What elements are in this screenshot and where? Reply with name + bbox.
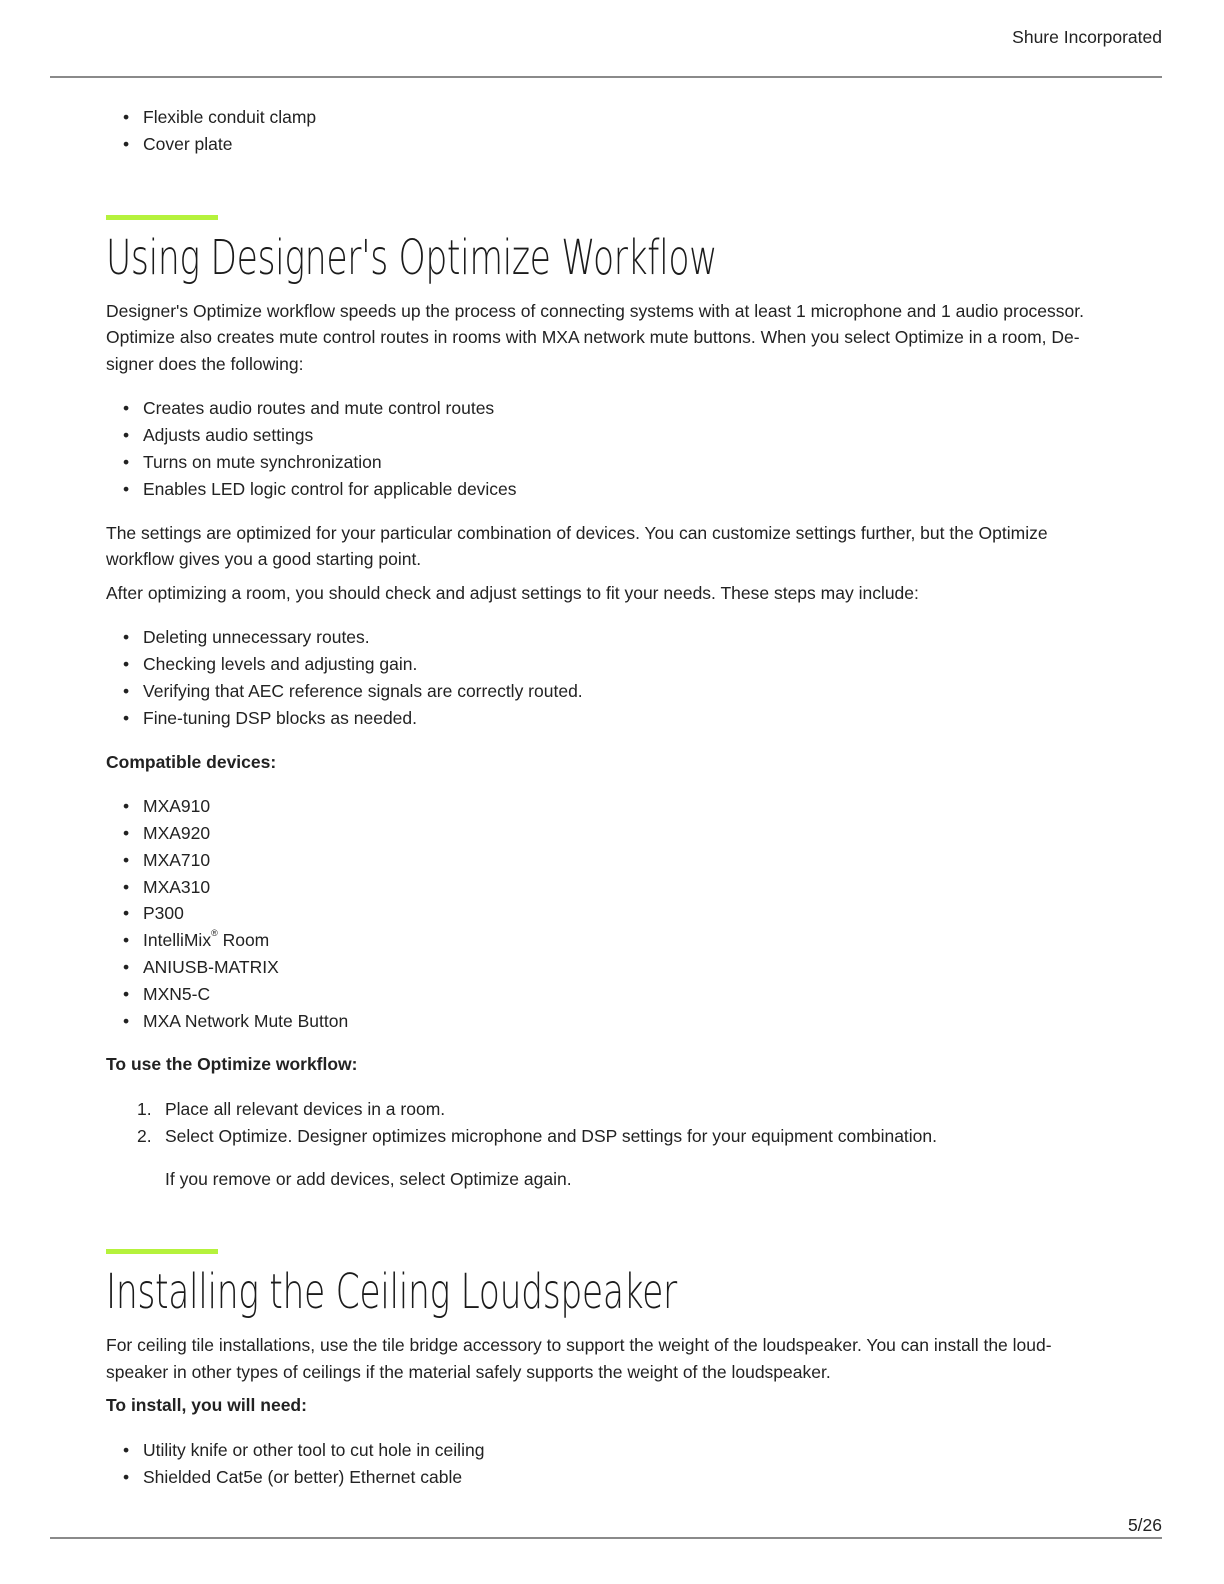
list-item: • MXN5-C (106, 981, 1106, 1008)
install-needs-list (106, 1437, 1106, 1491)
paragraph: Designer's Optimize workflow speeds up the process of connecting systems with at least 1 microphone and 1 audio processor. Optimize also creates mute control routes in rooms with MXA network mute buttons. When you select Optimize in a room, Designer does the following: (106, 300, 1085, 374)
footer-rule (50, 1537, 1162, 1539)
list-item (106, 927, 1106, 954)
step-number: 2. (137, 1125, 152, 1146)
paragraph: The settings are optimized for your particular combination of devices. You can customize settings further, but the Optimize workflow gives you a good starting point. (106, 522, 1048, 570)
page-number: 5/26 (1127, 1515, 1162, 1535)
page-content (106, 104, 1106, 1490)
intro-list (106, 104, 1106, 158)
list-item: • ANIUSB-MATRIX (106, 954, 1106, 981)
list-item: • MXA910 (106, 793, 1106, 820)
step-text: Place all relevant devices in a room. (165, 1098, 446, 1119)
list-item: • Cover plate (106, 131, 1106, 158)
list-item: • Verifying that AEC reference signals are correctly routed. (106, 678, 1106, 705)
section-title-loudspeaker: Installing the Ceiling Loudspeaker (106, 1264, 677, 1321)
list-item: • Adjusts audio settings (106, 422, 1106, 449)
list-item: • Creates audio routes and mute control routes (106, 395, 1106, 422)
step-item (106, 1123, 1106, 1150)
list-item: • MXA710 (106, 847, 1106, 874)
step-text: Select Optimize. Designer optimizes microphone and DSP settings for your equipment combination. (165, 1125, 937, 1146)
use-optimize-steps (106, 1096, 1106, 1150)
paragraph: After optimizing a room, you should check and adjust settings to fit your needs. These steps may include: (106, 582, 919, 603)
compatible-devices-list (106, 793, 1106, 1034)
intellimix-name: IntelliMix (143, 930, 212, 951)
section-title-optimize: Using Designer's Optimize Workflow (106, 229, 718, 286)
section-accent-bar (106, 1249, 218, 1254)
list-item: • P300 (106, 900, 1106, 927)
list-item: • MXA920 (106, 820, 1106, 847)
list-item: • Shielded Cat5e (or better) Ethernet cable (106, 1464, 1106, 1491)
list-item: • Fine-tuning DSP blocks as needed. (106, 705, 1106, 732)
intellimix-suffix: Room (217, 930, 270, 951)
install-needs-heading: To install, you will need: (106, 1395, 307, 1416)
step-note: If you remove or add devices, select Optimize again. (165, 1169, 572, 1190)
compatible-devices-heading: Compatible devices: (106, 751, 277, 772)
list-item: • Turns on mute synchronization (106, 449, 1106, 476)
header-company: Shure Incorporated (1012, 27, 1162, 47)
registered-mark: ® (211, 928, 218, 939)
optimize-actions-list (106, 395, 1106, 502)
section-accent-bar (106, 215, 218, 220)
header-rule (50, 76, 1162, 78)
list-item: • MXA310 (106, 874, 1106, 901)
list-item: • Checking levels and adjusting gain. (106, 651, 1106, 678)
list-item: • Enables LED logic control for applicable devices (106, 476, 1106, 503)
list-item: • Flexible conduit clamp (106, 104, 1106, 131)
list-item: • Deleting unnecessary routes. (106, 624, 1106, 651)
paragraph: For ceiling tile installations, use the tile bridge accessory to support the weight of the loudspeaker. You can install the loudspeaker in other types of ceilings if the material safely supports the weight of the loudspeaker. (106, 1335, 1052, 1382)
step-number: 1. (137, 1098, 152, 1119)
use-optimize-heading: To use the Optimize workflow: (106, 1054, 358, 1075)
adjust-steps-list (106, 624, 1106, 731)
step-item (106, 1096, 1106, 1123)
list-item: • MXA Network Mute Button (106, 1008, 1106, 1035)
list-item: • Utility knife or other tool to cut hole in ceiling (106, 1437, 1106, 1464)
